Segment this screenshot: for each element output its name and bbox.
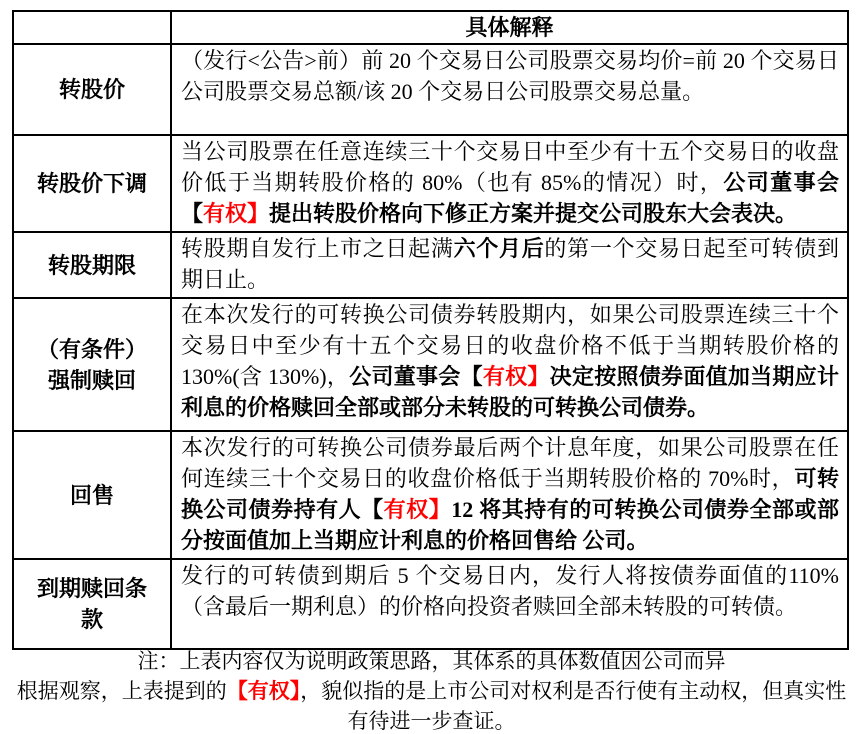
text-segment: 当公司股票在任意连续三十个交易日中至少有十五个交易日的收盘价低于当期转股价格的 80%（也有 85%的情况）时，: [181, 139, 839, 195]
text-segment: （发行<公告>前）前 20 个交易日公司股票交易均价=前 20 个交易日公司股票交易总额/该 20 个交易日公司股票交易总量。: [181, 48, 839, 104]
text-segment: 有权】: [383, 497, 452, 522]
text-segment: ，貌似指的是上市公司对权利是否行使有主动权，但真实性: [300, 679, 847, 703]
convertible-bond-terms-table: [12, 10, 849, 650]
text-segment: 12 将其持有的可转换公司债券全部或部分按面值加上当期应计利息的价格回售给 公司。: [181, 497, 839, 553]
term-explanation: [171, 298, 848, 431]
table-row: [13, 431, 848, 559]
text-segment: 公司董事会: [723, 170, 839, 195]
text-segment: 【: [181, 201, 204, 226]
term-label: 到期赎回条款: [13, 559, 171, 649]
term-explanation: [171, 431, 848, 559]
text-segment: 在本次发行的可转换公司债券转股期内，如果公司股票连续三十个交易日中至少有十五个交易日的收盘价格不低于当期转股价格的 130%(含 130%)，: [181, 302, 839, 389]
text-segment: 发行的可转债到期后 5 个交易日内，发行人将按债券面值的110%（含最后一期利息）的价格向投资者赎回全部未转股的可转债。: [181, 563, 839, 619]
text-segment: 有权】: [482, 364, 550, 389]
text-segment: 有权】: [203, 201, 270, 226]
text-segment: 六个月后: [453, 236, 545, 261]
table-row: [13, 559, 848, 649]
term-explanation: [171, 44, 848, 135]
term-label: 回售: [13, 431, 171, 559]
text-segment: 根据观察，上表提到的: [16, 679, 227, 703]
table-row: [13, 44, 848, 135]
term-label: 转股价: [13, 44, 171, 135]
text-segment: 提出转股价格向下修正方案并提交公司股东大会表决。: [269, 201, 798, 226]
text-segment: 【有权】: [226, 679, 301, 703]
footnote-line-3: 有待进一步查证。: [347, 709, 516, 733]
text-segment: 决定按照债券面值加当期应计利息的价格赎回全部或部分未转股的可转换公司债券。: [181, 364, 839, 420]
text-segment: 可转换公司债券持有人: [181, 466, 839, 522]
term-explanation: [171, 559, 848, 649]
table-row: [13, 232, 848, 298]
term-label: 转股价下调: [13, 135, 171, 232]
footnote-line-2: [0, 676, 863, 706]
table-row: [13, 298, 848, 431]
footnote-line-1: 注：上表内容仅为说明政策思路，其体系的具体数值因公司而异: [137, 649, 726, 673]
text-segment: 本次发行的可转换公司债券最后两个计息年度，如果公司股票在任何连续三十个交易日的收盘价格低于当期转股价格的 70%时，: [181, 435, 839, 491]
text-segment: 公司董事会: [349, 364, 461, 389]
explain-column-header: 具体解释: [171, 11, 848, 44]
terms-table-body: [13, 44, 848, 649]
text-segment: 【: [361, 497, 384, 522]
text-segment: 【: [460, 364, 483, 389]
table-header-row: [13, 11, 848, 44]
term-explanation: [171, 135, 848, 232]
text-segment: 转股期自发行上市之日起满: [181, 236, 454, 261]
term-explanation: [171, 232, 848, 298]
term-label: 转股期限: [13, 232, 171, 298]
footnotes: [0, 646, 863, 734]
empty-header-cell: [13, 11, 171, 44]
table-row: [13, 135, 848, 232]
text-segment: 的第一个交易日起至可转债到期日止。: [181, 236, 839, 292]
term-label: （有条件）强制赎回: [13, 298, 171, 431]
